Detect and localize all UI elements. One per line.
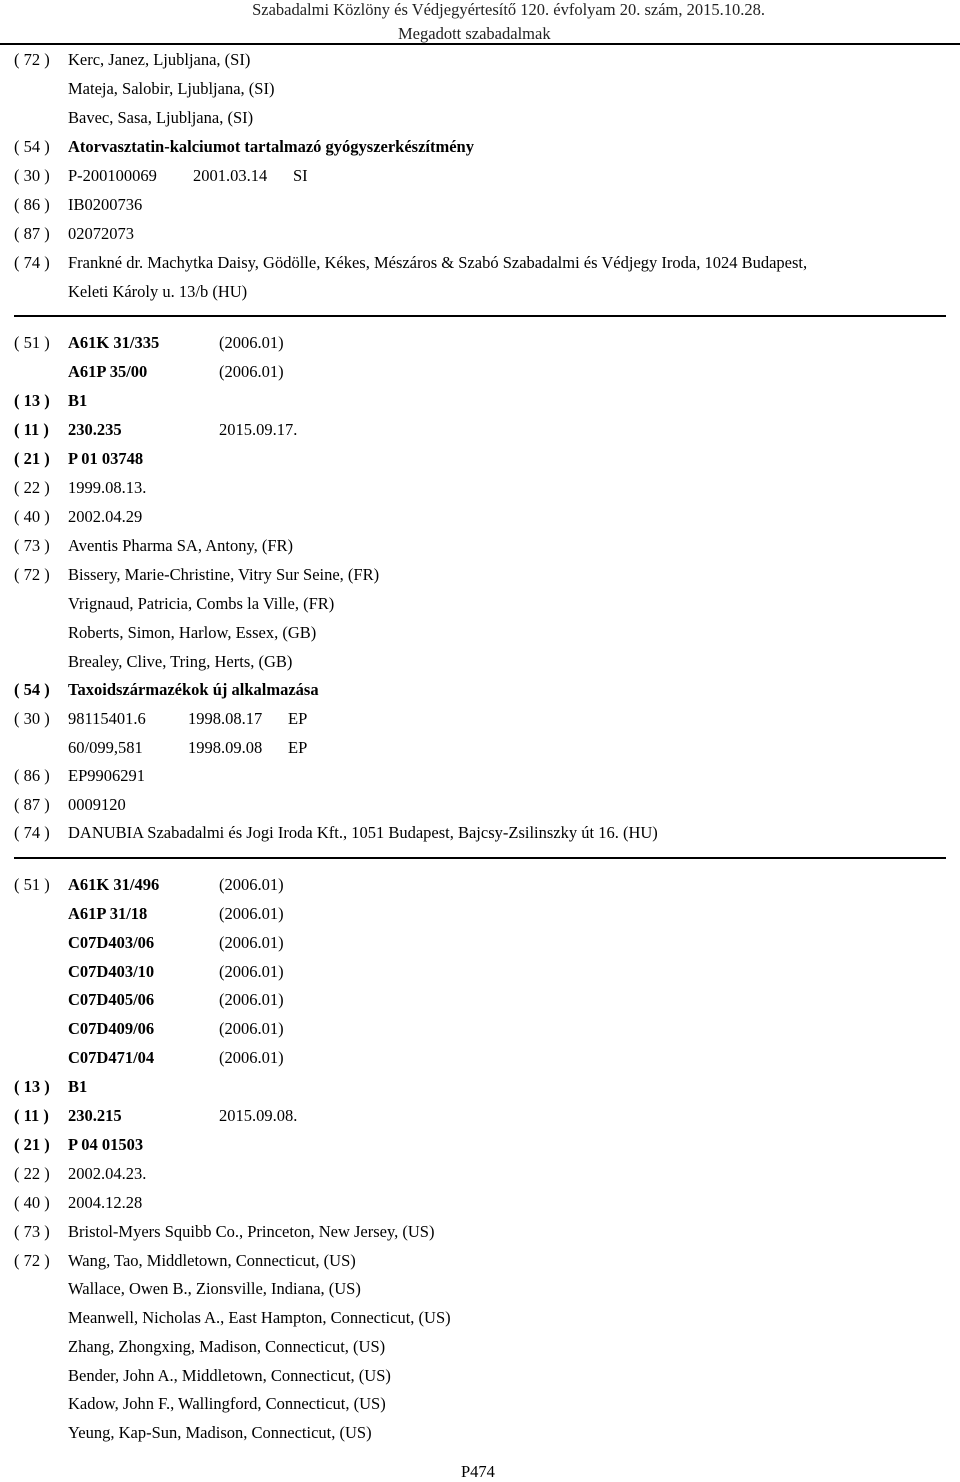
inventor: Meanwell, Nicholas A., East Hampton, Connecticut, (US) xyxy=(68,1308,451,1327)
inid-code: ( 22 ) xyxy=(14,1164,50,1183)
inid-code: ( 11 ) xyxy=(14,420,49,439)
kind-code: B1 xyxy=(68,1077,88,1096)
filing-date: 1999.08.13. xyxy=(68,478,147,497)
inid-code: ( 73 ) xyxy=(14,536,50,555)
holder: Bristol-Myers Squibb Co., Princeton, New Jersey, (US) xyxy=(68,1222,435,1241)
inid-code: ( 30 ) xyxy=(14,709,50,728)
inventor: Brealey, Clive, Tring, Herts, (GB) xyxy=(68,652,293,671)
inid-code: ( 13 ) xyxy=(14,391,50,410)
priority-country: SI xyxy=(293,166,308,185)
ipc-version: (2006.01) xyxy=(219,875,284,894)
ipc-version: (2006.01) xyxy=(219,333,284,352)
inventor: Bavec, Sasa, Ljubljana, (SI) xyxy=(68,108,254,127)
priority-country: EP xyxy=(288,738,308,757)
inventor: Zhang, Zhongxing, Madison, Connecticut, (US) xyxy=(68,1337,386,1356)
patent-number: 230.215 xyxy=(68,1106,122,1125)
inventor: Wang, Tao, Middletown, Connecticut, (US) xyxy=(68,1251,356,1270)
ipc-class: A61K 31/496 xyxy=(68,875,160,894)
inventor: Kerc, Janez, Ljubljana, (SI) xyxy=(68,50,251,69)
journal-title: Szabadalmi Közlöny és Védjegyértesítő 120. évfolyam 20. szám, 2015.10.28. xyxy=(252,0,765,19)
application-number: P 01 03748 xyxy=(68,449,144,468)
ipc-class: A61P 31/18 xyxy=(68,904,148,923)
inid-code: ( 74 ) xyxy=(14,823,50,842)
ipc-class: A61P 35/00 xyxy=(68,362,148,381)
inid-code: ( 86 ) xyxy=(14,766,50,785)
filing-date: 2002.04.23. xyxy=(68,1164,147,1183)
inid-code: ( 72 ) xyxy=(14,50,50,69)
ipc-class: A61K 31/335 xyxy=(68,333,160,352)
page-header xyxy=(0,0,960,44)
ipc-version: (2006.01) xyxy=(219,962,284,981)
agent: Frankné dr. Machytka Daisy, Gödölle, Kékes, Mészáros & Szabó Szabadalmi és Védjegy Iroda, 1024 Budapest, xyxy=(68,253,808,272)
ipc-class: C07D403/10 xyxy=(68,962,155,981)
inventor: Bissery, Marie-Christine, Vitry Sur Seine, (FR) xyxy=(68,565,380,584)
ipc-class: C07D403/06 xyxy=(68,933,155,952)
inventor: Kadow, John F., Wallingford, Connecticut, (US) xyxy=(68,1394,386,1413)
inid-code: ( 54 ) xyxy=(14,137,50,156)
priority-number: 60/099,581 xyxy=(68,738,143,757)
inventor: Bender, John A., Middletown, Connecticut, (US) xyxy=(68,1366,391,1385)
inid-code: ( 54 ) xyxy=(14,680,50,699)
inid-code: ( 51 ) xyxy=(14,333,50,352)
inid-code: ( 86 ) xyxy=(14,195,50,214)
grant-date: 2015.09.08. xyxy=(219,1106,298,1125)
publication-date: 2002.04.29 xyxy=(68,507,143,526)
inventor: Mateja, Salobir, Ljubljana, (SI) xyxy=(68,79,275,98)
ipc-version: (2006.01) xyxy=(219,1019,284,1038)
inid-code: ( 87 ) xyxy=(14,795,50,814)
inid-code: ( 73 ) xyxy=(14,1222,50,1241)
ipc-version: (2006.01) xyxy=(219,362,284,381)
priority-date: 1998.09.08 xyxy=(188,738,263,757)
inid-code: ( 40 ) xyxy=(14,1193,50,1212)
ipc-class: C07D409/06 xyxy=(68,1019,155,1038)
holder: Aventis Pharma SA, Antony, (FR) xyxy=(68,536,294,555)
inid-code: ( 13 ) xyxy=(14,1077,50,1096)
agent: Keleti Károly u. 13/b (HU) xyxy=(68,282,248,301)
patent-title: Atorvasztatin-kalciumot tartalmazó gyógyszerkészítmény xyxy=(68,137,474,156)
patent-number: 230.235 xyxy=(68,420,122,439)
inventor: Yeung, Kap-Sun, Madison, Connecticut, (US) xyxy=(68,1423,372,1442)
ipc-version: (2006.01) xyxy=(219,933,284,952)
entry-divider xyxy=(14,857,946,859)
publication-date: 2004.12.28 xyxy=(68,1193,143,1212)
inid-code: ( 21 ) xyxy=(14,449,50,468)
inventor: Wallace, Owen B., Zionsville, Indiana, (US) xyxy=(68,1279,361,1298)
inventor: Roberts, Simon, Harlow, Essex, (GB) xyxy=(68,623,317,642)
inventor: Vrignaud, Patricia, Combs la Ville, (FR) xyxy=(68,594,335,613)
section-title: Megadott szabadalmak xyxy=(398,24,551,43)
priority-date: 1998.08.17 xyxy=(188,709,263,728)
inid-code: ( 51 ) xyxy=(14,875,50,894)
pct-number: EP9906291 xyxy=(68,766,146,785)
inid-code: ( 72 ) xyxy=(14,565,50,584)
application-number: P 04 01503 xyxy=(68,1135,144,1154)
kind-code: B1 xyxy=(68,391,88,410)
pct-number: IB0200736 xyxy=(68,195,143,214)
inid-code: ( 11 ) xyxy=(14,1106,49,1125)
page-number: P474 xyxy=(461,1462,495,1481)
ipc-version: (2006.01) xyxy=(219,1048,284,1067)
ipc-version: (2006.01) xyxy=(219,990,284,1009)
agent: DANUBIA Szabadalmi és Jogi Iroda Kft., 1051 Budapest, Bajcsy-Zsilinszky út 16. (HU) xyxy=(68,823,658,842)
inid-code: ( 21 ) xyxy=(14,1135,50,1154)
inid-code: ( 40 ) xyxy=(14,507,50,526)
priority-number: P-200100069 xyxy=(68,166,157,185)
publication-number: 02072073 xyxy=(68,224,134,243)
ipc-class: C07D471/04 xyxy=(68,1048,155,1067)
inid-code: ( 74 ) xyxy=(14,253,50,272)
inid-code: ( 30 ) xyxy=(14,166,50,185)
publication-number: 0009120 xyxy=(68,795,126,814)
priority-date: 2001.03.14 xyxy=(193,166,268,185)
entry-divider xyxy=(14,315,946,317)
priority-country: EP xyxy=(288,709,308,728)
patent-title: Taxoidszármazékok új alkalmazása xyxy=(68,680,319,699)
header-rule xyxy=(0,43,960,45)
priority-number: 98115401.6 xyxy=(68,709,146,728)
ipc-version: (2006.01) xyxy=(219,904,284,923)
inid-code: ( 22 ) xyxy=(14,478,50,497)
ipc-class: C07D405/06 xyxy=(68,990,155,1009)
inid-code: ( 87 ) xyxy=(14,224,50,243)
grant-date: 2015.09.17. xyxy=(219,420,298,439)
inid-code: ( 72 ) xyxy=(14,1251,50,1270)
